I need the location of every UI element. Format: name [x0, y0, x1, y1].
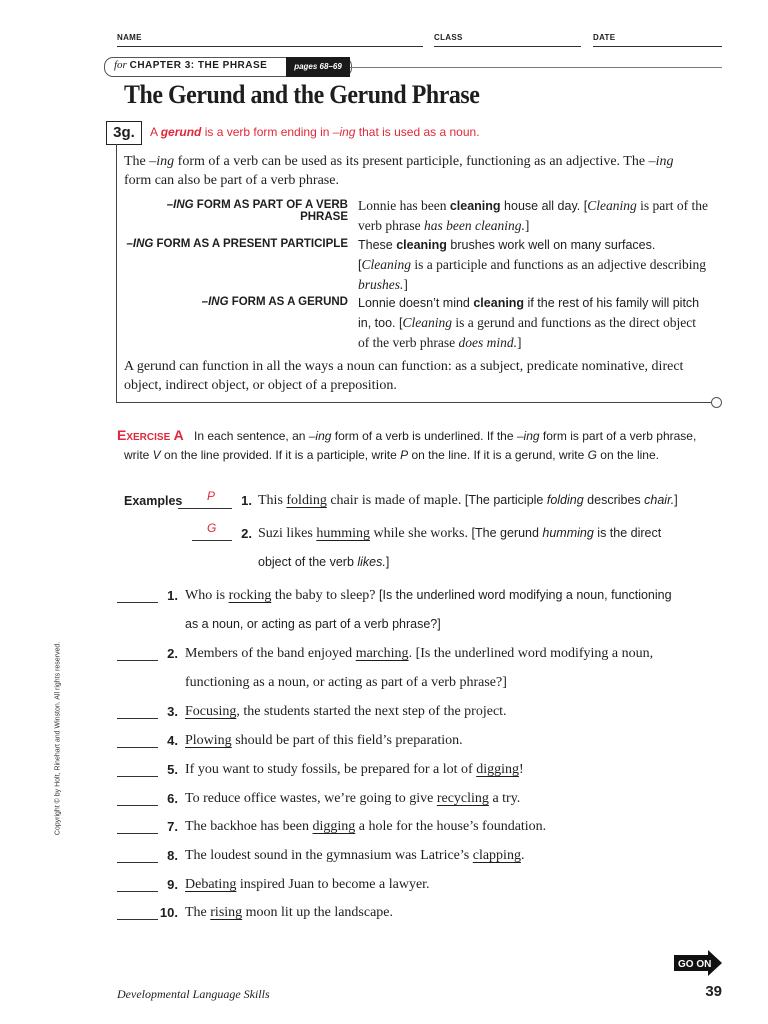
item-5-sentence: If you want to study fossils, be prepared for a lot of digging! — [185, 762, 524, 777]
item-8-sentence: The loudest sound in the gymnasium was Latrice’s clapping. — [185, 848, 525, 863]
example-2-answer: G — [207, 521, 217, 535]
example-1-number: 1. — [241, 493, 252, 508]
item-1-sentence: Who is rocking the baby to sleep? [Is the underlined word modifying a noun, functioning — [185, 588, 672, 603]
chapter-label — [114, 59, 267, 71]
example-2-answer-line — [192, 540, 232, 541]
page-title: The Gerund and the Gerund Phrase — [124, 80, 480, 109]
item-1-sentence-cont: as a noun, or acting as part of a verb phrase?] — [185, 617, 441, 631]
item-9-sentence: Debating inspired Juan to become a lawyer. — [185, 877, 430, 892]
item-4-sentence: Plowing should be part of this field’s preparation. — [185, 733, 463, 748]
example-2-sentence: Suzi likes humming while she works. [The gerund humming is the direct — [258, 526, 662, 541]
item-8-number: 8. — [167, 848, 178, 863]
box-end-circle — [711, 397, 722, 408]
rule-number: 3g. — [106, 121, 142, 145]
answer-line-1[interactable] — [117, 602, 158, 603]
answer-line-8[interactable] — [117, 862, 158, 863]
example-label-participle: –ING FORM AS A PRESENT PARTICIPLE — [126, 238, 348, 250]
page-number: 39 — [705, 983, 722, 1000]
example-2-sentence-cont: object of the verb likes.] — [258, 555, 390, 569]
answer-line-10[interactable] — [117, 919, 158, 920]
footer-title: Developmental Language Skills — [117, 987, 270, 1001]
intro-paragraph: The –ing form of a verb can be used as its present participle, functioning as an adjective. The –ing form can also be part of a verb phrase. — [124, 154, 674, 188]
example-1-answer: P — [207, 489, 216, 503]
examples-label: Examples — [124, 494, 183, 508]
header-divider — [350, 67, 722, 68]
example-1-sentence: This folding chair is made of maple. [The participle folding describes chair.] — [258, 493, 678, 508]
answer-line-2[interactable] — [117, 660, 158, 661]
go-on-label: GO ON — [678, 959, 712, 970]
item-4-number: 4. — [167, 733, 178, 748]
example-label-verb-phrase: –ING FORM AS PART OF A VERB PHRASE — [166, 199, 348, 223]
item-5-number: 5. — [167, 762, 178, 777]
chapter-title: CHAPTER 3: THE PHRASE — [129, 60, 268, 71]
answer-line-4[interactable] — [117, 747, 158, 748]
go-on-arrow-icon — [674, 950, 724, 981]
box-left-border — [116, 144, 117, 402]
pages-badge: pages 68–69 — [286, 57, 350, 77]
item-10-sentence: The rising moon lit up the landscape. — [185, 905, 394, 920]
example-label-gerund: –ING FORM AS A GERUND — [201, 296, 348, 308]
item-7-number: 7. — [167, 819, 178, 834]
date-label: DATE — [593, 33, 616, 42]
item-2-sentence: Members of the band enjoyed marching. [Is the underlined word modifying a noun, — [185, 646, 654, 661]
name-line[interactable] — [117, 46, 423, 47]
item-1-number: 1. — [167, 588, 178, 603]
example-gerund: Lonnie doesn’t mind cleaning if the rest of his family will pitch in, too. [Cleaning is a gerund and functions as the direct object of the verb phrase does mind.] — [358, 296, 700, 350]
item-6-number: 6. — [167, 791, 178, 806]
item-9-number: 9. — [167, 877, 178, 892]
item-2-number: 2. — [167, 646, 178, 661]
answer-line-6[interactable] — [117, 805, 158, 806]
class-line[interactable] — [434, 46, 581, 47]
item-7-sentence: The backhoe has been digging a hole for the house’s foundation. — [185, 819, 547, 834]
answer-line-5[interactable] — [117, 776, 158, 777]
answer-line-3[interactable] — [117, 718, 158, 719]
exercise-title: Exercise A — [117, 427, 184, 443]
item-10-number: 10. — [159, 905, 178, 920]
example-2-number: 2. — [241, 526, 252, 541]
copyright-notice: Copyright © by Holt, Rinehart and Winston. All rights reserved. — [54, 641, 62, 836]
date-line[interactable] — [593, 46, 722, 47]
answer-line-9[interactable] — [117, 891, 158, 892]
item-3-number: 3. — [167, 704, 178, 719]
box-bottom-border — [116, 402, 714, 403]
exercise-instructions: In each sentence, an –ing form of a verb is underlined. If the –ing form is part of a verb phrase, write V on the line provided. If it is a participle, write P on the line. If it is a gerund, write G on the line. — [124, 429, 697, 462]
example-participle: These cleaning brushes work well on many surfaces. [Cleaning is a participle and functions as an adjective describing brushes.] — [358, 238, 707, 292]
closing-paragraph: A gerund can function in all the ways a noun can function: as a subject, predicate nominative, direct object, indirect object, or object of a preposition. — [124, 359, 684, 393]
answer-line-7[interactable] — [117, 833, 158, 834]
class-label: CLASS — [434, 33, 463, 42]
rule-definition: A gerund is a verb form ending in –ing that is used as a noun. — [150, 125, 480, 139]
chapter-prefix: for — [114, 59, 127, 71]
name-label: NAME — [117, 33, 142, 42]
item-2-sentence-cont: functioning as a noun, or acting as part of a verb phrase?] — [185, 675, 507, 690]
item-6-sentence: To reduce office wastes, we’re going to give recycling a try. — [185, 791, 521, 806]
example-1-answer-line — [178, 508, 232, 509]
item-3-sentence: Focusing, the students started the next step of the project. — [185, 704, 507, 719]
example-verb-phrase: Lonnie has been cleaning house all day. [Cleaning is part of the verb phrase has been cleaning.] — [358, 198, 708, 233]
